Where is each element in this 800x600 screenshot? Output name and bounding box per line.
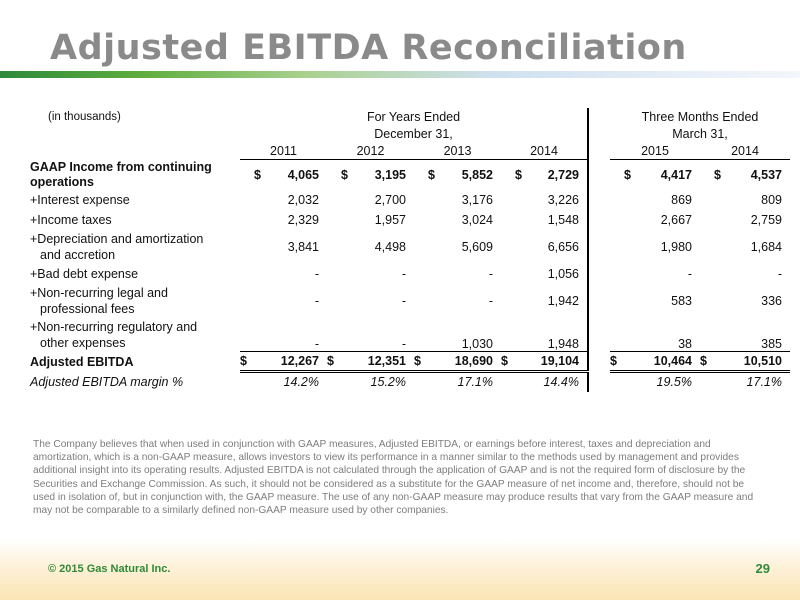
table-cell: 869 xyxy=(671,192,692,207)
year-header: 2014 xyxy=(700,142,790,160)
table-cell: 2,759 xyxy=(750,212,782,227)
table-cell: 4,537 xyxy=(750,167,782,182)
table-cell: 1,548 xyxy=(547,212,579,227)
table-cell: 2,700 xyxy=(374,192,406,207)
row-label: +Non-recurring legal and xyxy=(30,285,168,300)
table-cell: - xyxy=(314,266,319,281)
total-row xyxy=(30,352,790,372)
row-label: +Bad debt expense xyxy=(30,266,139,281)
table-cell: 4,417 xyxy=(660,167,692,182)
table-cell: 19.5% xyxy=(656,375,692,390)
table-cell: - xyxy=(314,337,319,351)
table-cell: 5,609 xyxy=(461,239,493,254)
table-cell: - xyxy=(314,293,319,308)
table-row xyxy=(30,264,790,284)
table-cell: 4,498 xyxy=(374,239,406,254)
table-cell: - xyxy=(401,337,406,351)
group-header-years-line1: For Years Ended xyxy=(366,109,461,124)
row-label: GAAP Income from continuing xyxy=(30,159,212,174)
year-header: 2014 xyxy=(501,142,588,160)
table-row xyxy=(30,230,790,264)
row-label-cont: and accretion xyxy=(40,247,116,262)
dollar-sign: $ xyxy=(714,167,721,182)
table-cell: 14.4% xyxy=(543,375,579,390)
table-row xyxy=(30,190,790,210)
table-cell: 385 xyxy=(761,337,782,351)
table-cell: 2,667 xyxy=(660,212,692,227)
table-cell: 4,065 xyxy=(287,167,319,182)
table-cell: 12,351 xyxy=(367,354,406,368)
year-header: 2011 xyxy=(240,142,327,160)
table-cell: - xyxy=(777,266,782,281)
units-label: (in thousands) xyxy=(48,110,121,123)
table-cell: 2,329 xyxy=(287,212,319,227)
table-cell: 336 xyxy=(761,293,782,308)
table-cell: 1,957 xyxy=(374,212,406,227)
table-cell: 38 xyxy=(678,337,692,351)
year-header: 2015 xyxy=(610,142,700,160)
table-cell: 15.2% xyxy=(370,375,406,390)
table-row xyxy=(30,210,790,230)
slide-title: Adjusted EBITDA Reconciliation xyxy=(50,28,687,68)
title-underline-bar xyxy=(0,71,800,78)
copyright-text: © 2015 Gas Natural Inc. xyxy=(48,563,171,575)
table-cell: 1,056 xyxy=(547,266,579,281)
group-header-quarter-line2: March 31, xyxy=(672,126,728,141)
table-cell: 3,195 xyxy=(374,167,406,182)
dollar-sign: $ xyxy=(341,167,348,182)
table-row xyxy=(30,318,790,352)
row-label: +Non-recurring regulatory and xyxy=(30,319,198,334)
table-cell: - xyxy=(401,266,406,281)
table-cell: 3,024 xyxy=(461,212,493,227)
dollar-sign: $ xyxy=(414,354,421,368)
table-cell: - xyxy=(488,266,493,281)
page-number: 29 xyxy=(755,561,770,576)
table-cell: - xyxy=(687,266,692,281)
table-cell: - xyxy=(401,293,406,308)
table-cell: 1,684 xyxy=(750,239,782,254)
table-cell: 5,852 xyxy=(461,167,493,182)
disclaimer-footnote: The Company believes that when used in conjunction with GAAP measures, Adjusted EBITDA, or earnings before interest, taxes and depreciation and amortization, which is a non-GAAP measure, allows investors to view its performance in a manner similar to the methods used by management and provides additional insight into its operating results. Adjusted EBITDA is not calculated through the application of GAAP and is not the required form of disclosure by the Securities and Exchange Commission. As such, it should not be considered as a substitute for the GAAP measure of net income and, therefore, should not be used in isolation of, but in conjunction with, the GAAP measure. The use of any non-GAAP measure may produce results that vary from the GAAP measure and may not be comparable to a similarly defined non-GAAP measure used by other companies. xyxy=(33,439,754,517)
table-cell: 3,841 xyxy=(287,239,319,254)
table-cell: 18,690 xyxy=(454,354,493,368)
row-label-cont: operations xyxy=(30,174,94,189)
table-cell: 17.1% xyxy=(746,375,782,390)
row-label: +Interest expense xyxy=(30,192,130,207)
table-cell: 6,656 xyxy=(547,239,579,254)
group-header-years-line2: December 31, xyxy=(374,126,453,141)
dollar-sign: $ xyxy=(254,167,261,182)
table-cell: 3,176 xyxy=(461,192,493,207)
group-header-quarter-line1: Three Months Ended xyxy=(641,109,759,124)
dollar-sign: $ xyxy=(700,354,707,368)
total-label: Adjusted EBITDA xyxy=(30,354,134,369)
table-cell: 1,948 xyxy=(547,337,579,351)
table-cell: 14.2% xyxy=(283,375,319,390)
table-cell: 2,032 xyxy=(287,192,319,207)
table-cell: 12,267 xyxy=(280,354,319,368)
year-header: 2012 xyxy=(327,142,414,160)
row-label: +Depreciation and amortization xyxy=(30,231,204,246)
table-cell: 3,226 xyxy=(547,192,579,207)
dollar-sign: $ xyxy=(240,354,247,368)
table-cell: 10,510 xyxy=(743,354,782,368)
table-cell: 809 xyxy=(761,192,782,207)
table-cell: 1,942 xyxy=(547,293,579,308)
dollar-sign: $ xyxy=(428,167,435,182)
dollar-sign: $ xyxy=(515,167,522,182)
table-cell: 1,980 xyxy=(660,239,692,254)
year-header: 2013 xyxy=(414,142,501,160)
table-row xyxy=(30,160,790,190)
row-label-cont: professional fees xyxy=(40,301,135,316)
margin-row xyxy=(30,372,790,392)
dollar-sign: $ xyxy=(624,167,631,182)
row-label: +Income taxes xyxy=(30,212,112,227)
table-cell: 10,464 xyxy=(653,354,692,368)
table-cell: 1,030 xyxy=(461,337,493,351)
table-cell: 17.1% xyxy=(457,375,493,390)
table-cell: 19,104 xyxy=(540,354,579,368)
ebitda-reconciliation-table xyxy=(30,108,790,392)
dollar-sign: $ xyxy=(327,354,334,368)
table-cell: - xyxy=(488,293,493,308)
table-cell: 2,729 xyxy=(547,167,579,182)
dollar-sign: $ xyxy=(610,354,617,368)
table-row xyxy=(30,284,790,318)
dollar-sign: $ xyxy=(501,354,508,368)
margin-label: Adjusted EBITDA margin % xyxy=(30,374,184,389)
table-cell: 583 xyxy=(671,293,692,308)
row-label-cont: other expenses xyxy=(40,335,126,350)
